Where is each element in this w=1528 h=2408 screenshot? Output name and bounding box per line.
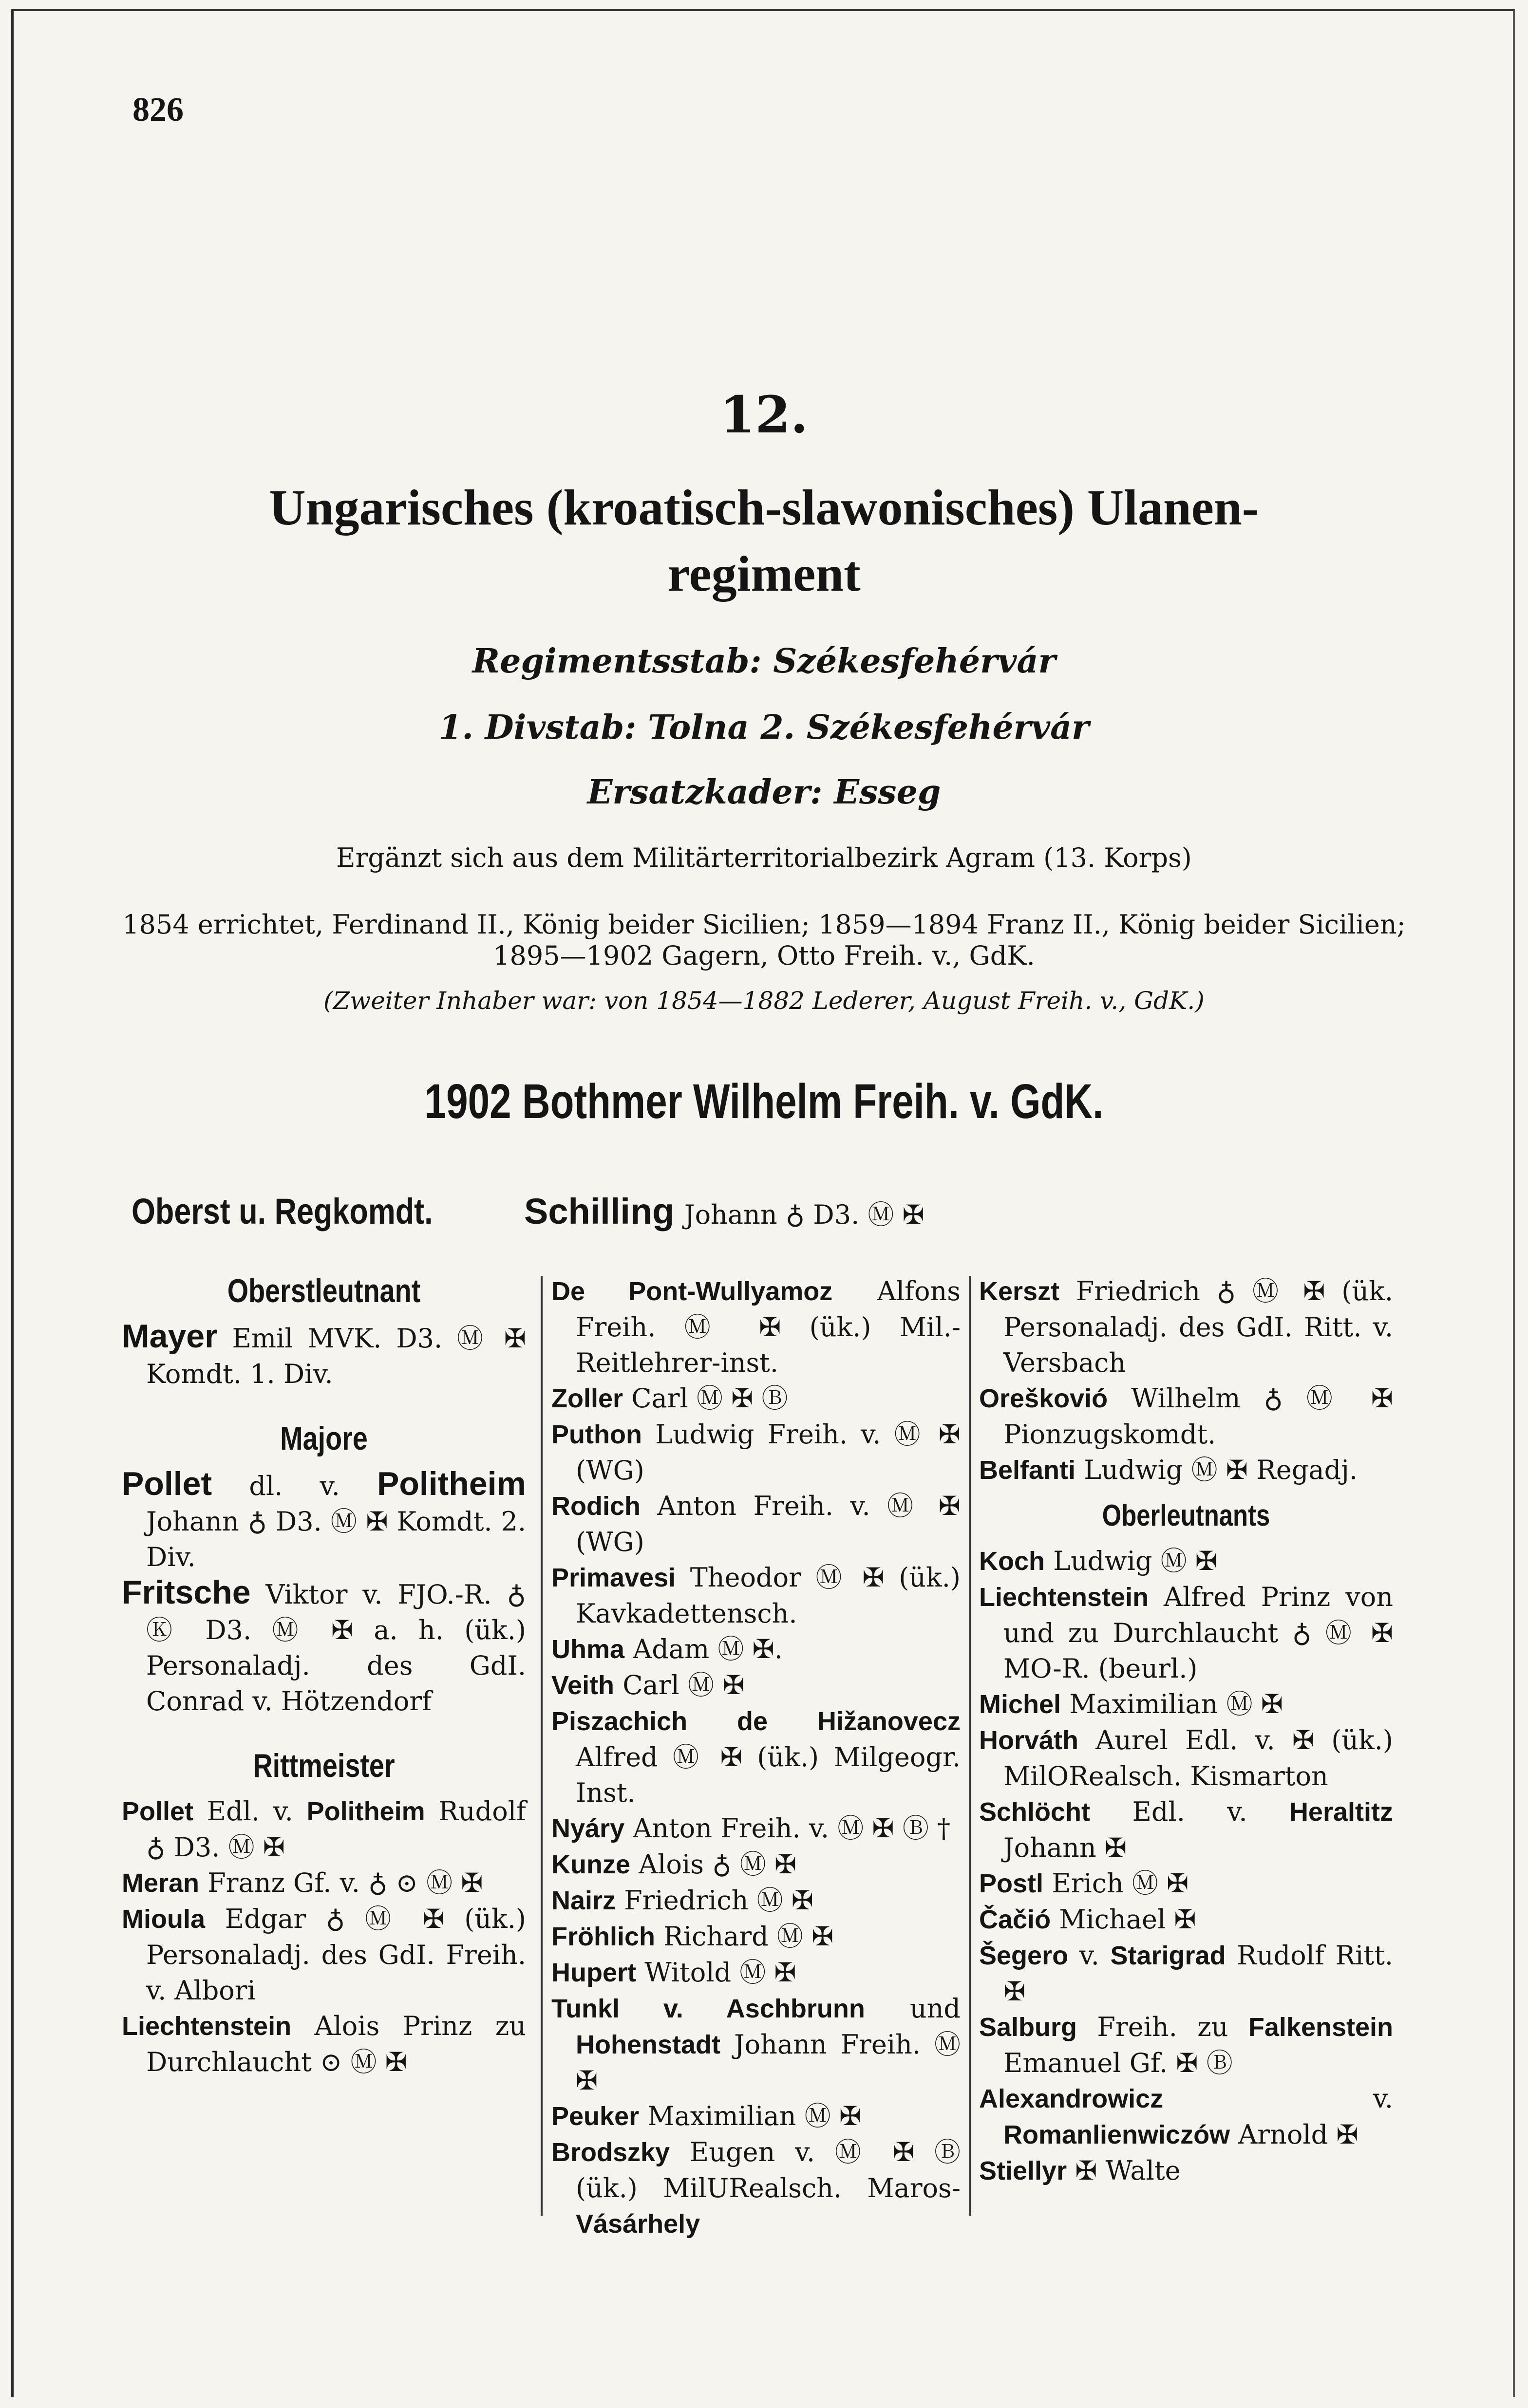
page-number: 826 [132, 91, 184, 129]
officer-name: Kerszt [979, 1277, 1060, 1306]
officer-details: Anton Freih. v. Ⓜ ✠ Ⓑ † [633, 1813, 950, 1844]
officer-details: Eugen v. Ⓜ ✠ Ⓑ (ük.) MilURealsch. Maros- [576, 2137, 961, 2203]
officer-name-mid: Edl. v. [207, 1796, 293, 1827]
officer-name: De Pont-Wullyamoz [551, 1277, 833, 1306]
heading-oberstleutnant: Oberstleutnant [227, 1272, 421, 1309]
column-divider-1 [541, 1276, 543, 2216]
officer-name-mid: Edl. v. [1132, 1796, 1247, 1827]
officer-name: Liechtenstein [979, 1583, 1149, 1612]
officer-details: Johann ✠ [1003, 1832, 1127, 1863]
officer-entry [122, 1466, 526, 1575]
officer-entry [979, 1722, 1393, 1794]
officer-details: Carl Ⓜ ✠ Ⓑ [631, 1383, 788, 1414]
officer-name-mid: und [909, 1993, 961, 2024]
officer-entry [122, 2008, 526, 2080]
officer-name: Fritsche [122, 1574, 251, 1611]
officer-details: Friedrich ♁ Ⓜ ✠ (ük. Personaladj. des GdI. Ritt. v. Versbach [1003, 1276, 1393, 1378]
officer-name: Šegero [979, 1941, 1069, 1970]
officer-details: Emil MVK. D3. Ⓜ ✠ Komdt. 1. Div. [146, 1323, 526, 1389]
officer-details: Theodor Ⓜ ✠ (ük.) Kavkadettensch. [576, 1562, 961, 1629]
officer-name: Kunze [551, 1850, 630, 1879]
officer-name: Koch [979, 1547, 1045, 1576]
officer-entry [122, 1575, 526, 1719]
officer-entry [551, 1811, 961, 1847]
officer-name-2: Politheim [377, 1465, 527, 1502]
officer-entry [551, 2098, 961, 2134]
officer-name: Čačió [979, 1905, 1051, 1934]
officer-name: Postl [979, 1869, 1044, 1898]
officer-name: Oreškovió [979, 1384, 1108, 1413]
officer-details: Alfred Ⓜ ✠ (ük.) Milgeogr. Inst. [576, 1742, 961, 1808]
officer-details: Edgar ♁ Ⓜ ✠ (ük.) Personaladj. des GdI. Freih. v. Albori [146, 1904, 526, 2006]
officer-details: Erich Ⓜ ✠ [1052, 1868, 1189, 1899]
officer-entry [979, 1866, 1393, 1902]
column-1 [122, 1273, 526, 2080]
officer-details: Witold Ⓜ ✠ [644, 1957, 796, 1988]
officer-name: Liechtenstein [122, 2012, 292, 2041]
officer-name: Rodich [551, 1492, 641, 1521]
errichtet-block [0, 909, 1528, 971]
officer-name: Zoller [551, 1384, 623, 1413]
officer-details: Maximilian Ⓜ ✠ [647, 2101, 862, 2131]
officer-details: Adam Ⓜ ✠. [633, 1634, 783, 1664]
regiment-title-line-2: regiment [667, 546, 861, 602]
officer-entry [979, 2153, 1393, 2189]
officer-name: Meran [122, 1868, 200, 1898]
officer-name: Fröhlich [551, 1922, 655, 1951]
oberst-row [132, 1191, 1398, 1234]
officer-entry [979, 1579, 1393, 1686]
regiment-title-line-1: Ungarisches (kroatisch-slawonisches) Ulanen- [269, 480, 1259, 536]
officer-name-mid: dl. v. [249, 1471, 340, 1501]
ersatzkader: Ersatzkader: Esseg [587, 773, 941, 812]
officer-entry [979, 1686, 1393, 1722]
officer-details: Johann ♁ D3. Ⓜ ✠ Komdt. 2. Div. [146, 1506, 526, 1572]
officer-name: Tunkl v. Aschbrunn [551, 1994, 865, 2023]
officer-details: Arnold ✠ [1238, 2119, 1358, 2150]
officer-name: Mayer [122, 1318, 218, 1355]
officer-name-2: Romanlienwiczów [1003, 2120, 1230, 2149]
officer-name: Peuker [551, 2102, 640, 2131]
officer-details: Anton Freih. v. Ⓜ ✠ (WG) [576, 1491, 961, 1557]
officer-name: Horváth [979, 1726, 1079, 1755]
errichtet-line-2: 1895—1902 Gagern, Otto Freih. v., GdK. [493, 940, 1035, 971]
regiment-number: 12. [720, 385, 808, 445]
officer-entry [551, 1703, 961, 1811]
officer-name-2: Falkenstein [1248, 2013, 1393, 2042]
inhaber-heading: 1902 Bothmer Wilhelm Freih. v. GdK. [424, 1074, 1104, 1129]
officer-details: ✠ Walte [1075, 2155, 1181, 2186]
officer-details: Alfons Freih. Ⓜ ✠ (ük.) Mil.-Reitlehrer-inst. [576, 1276, 961, 1378]
officer-entry [979, 2009, 1393, 2081]
officer-name-2: Heraltitz [1289, 1797, 1393, 1827]
officer-name: Belfanti [979, 1456, 1076, 1485]
officer-name: Pollet [122, 1797, 194, 1826]
officer-name-2: Politheim [306, 1797, 425, 1826]
divstab: 1. Divstab: Tolna 2. Székesfehérvár [439, 708, 1089, 747]
officer-name-2: Hohenstadt [576, 2030, 720, 2059]
officer-details: Aurel Edl. v. ✠ (ük.) MilORealsch. Kismarton [1003, 1725, 1393, 1792]
officer-name: Primavesi [551, 1563, 676, 1592]
column-2 [551, 1273, 961, 2242]
officer-entry [979, 1938, 1393, 2009]
officer-entry [122, 1901, 526, 2008]
officer-details: Ludwig Ⓜ ✠ [1053, 1546, 1218, 1576]
officer-name: Brodszky [551, 2138, 670, 2167]
officer-entry [979, 1902, 1393, 1938]
officer-entry [551, 1955, 961, 1991]
officer-name: Veith [551, 1671, 615, 1700]
officer-details: Viktor v. FJO.-R. ♁ Ⓚ D3. Ⓜ ✠ a. h. (ük.) Personaladj. des GdI. Conrad v. Hötzendorf [146, 1579, 526, 1717]
officer-name: Pollet [122, 1465, 212, 1502]
officer-entry [551, 1667, 961, 1703]
officer-details: Johann Freih. Ⓜ ✠ [576, 2029, 961, 2096]
officer-entry [979, 1794, 1393, 1866]
officer-entry [979, 2081, 1393, 2153]
officer-details: Emanuel Gf. ✠ Ⓑ [1003, 2048, 1233, 2078]
oberst-entry [524, 1191, 924, 1232]
officer-details: Ludwig Freih. v. Ⓜ ✠ (WG) [576, 1419, 961, 1486]
column-divider-2 [969, 1276, 971, 2216]
zweiter-inhaber: (Zweiter Inhaber war: von 1854—1882 Lederer, August Freih. v., GdK.) [323, 987, 1205, 1015]
officer-entry [551, 1560, 961, 1631]
oberst-label: Oberst u. Regkomdt. [132, 1191, 433, 1232]
officer-entry [551, 1417, 961, 1488]
heading-rittmeister: Rittmeister [253, 1747, 395, 1784]
officer-details: Maximilian Ⓜ ✠ [1069, 1689, 1283, 1719]
officer-name: Piszachich de Hižanovecz [551, 1707, 961, 1736]
officer-details: Ludwig Ⓜ ✠ Regadj. [1084, 1455, 1358, 1485]
regiment-title [0, 475, 1528, 607]
officer-name-mid: v. [1373, 2083, 1393, 2114]
officer-entry [551, 1488, 961, 1560]
oberst-details: Johann ♁ D3. Ⓜ ✠ [684, 1199, 924, 1230]
officer-name: Mioula [122, 1904, 205, 1934]
officer-details: Friedrich Ⓜ ✠ [624, 1885, 813, 1916]
officer-name: Stiellyr [979, 2156, 1067, 2185]
officer-entry [551, 1381, 961, 1417]
officer-entry [979, 1543, 1393, 1579]
officer-details: Alfred Prinz von und zu Durchlaucht ♁ Ⓜ ✠ MO-R. (beurl.) [1003, 1582, 1393, 1684]
heading-majore: Majore [280, 1420, 368, 1457]
officer-name: Nairz [551, 1886, 616, 1915]
officer-entry [551, 1847, 961, 1883]
officer-name: Uhma [551, 1635, 625, 1664]
officer-entry [979, 1273, 1393, 1381]
oberst-name: Schilling [524, 1191, 675, 1232]
officer-name: Nyáry [551, 1814, 625, 1843]
officer-name: Hupert [551, 1958, 636, 1987]
officer-entry [551, 1919, 961, 1955]
errichtet-line-1: 1854 errichtet, Ferdinand II., König beider Sicilien; 1859—1894 Franz II., König beider Sicilien; [122, 909, 1406, 940]
officer-entry [551, 1991, 961, 2098]
officer-details: Rudolf ♁ D3. Ⓜ ✠ [146, 1796, 527, 1863]
officer-name-mid: v. [1079, 1940, 1099, 1971]
officer-entry [122, 1793, 526, 1865]
officer-name: Schlöcht [979, 1797, 1091, 1827]
officer-place: Vásárhely [576, 2209, 700, 2239]
officer-entry [551, 1631, 961, 1667]
officer-entry [979, 1452, 1393, 1488]
officer-details: Wilhelm ♁ Ⓜ ✠ Pionzugskomdt. [1003, 1383, 1393, 1450]
officer-name: Salburg [979, 2013, 1077, 2042]
officer-entry [551, 1883, 961, 1919]
officer-entry [551, 2134, 961, 2242]
officer-details: Rudolf Ritt. ✠ [1003, 1940, 1393, 2007]
officer-details: Michael ✠ [1059, 1904, 1196, 1935]
officer-entry [979, 1381, 1393, 1452]
officer-details: Carl Ⓜ ✠ [623, 1670, 745, 1700]
officer-name: Puthon [551, 1420, 642, 1449]
officer-name: Alexandrowicz [979, 2084, 1164, 2113]
officer-name-2: Starigrad [1110, 1941, 1226, 1970]
column-3 [979, 1273, 1393, 2189]
officer-details: Richard Ⓜ ✠ [663, 1921, 834, 1952]
officer-details: Alois ♁ Ⓜ ✠ [639, 1849, 797, 1880]
officer-entry [551, 1273, 961, 1381]
officer-entry [122, 1319, 526, 1392]
ergaenzt-line: Ergänzt sich aus dem Militärterritorialbezirk Agram (13. Korps) [336, 842, 1192, 873]
officer-details: Franz Gf. v. ♁ ⊙ Ⓜ ✠ [208, 1867, 483, 1898]
officer-name-mid: Freih. zu [1097, 2012, 1228, 2042]
regimentsstab: Regimentsstab: Székesfehérvár [472, 642, 1056, 681]
officer-name: Michel [979, 1690, 1061, 1719]
officer-entry [122, 1865, 526, 1901]
officer-details: Alois Prinz zu Durchlaucht ⊙ Ⓜ ✠ [146, 2011, 527, 2077]
heading-oberleutnants: Oberleutnants [1102, 1499, 1270, 1532]
